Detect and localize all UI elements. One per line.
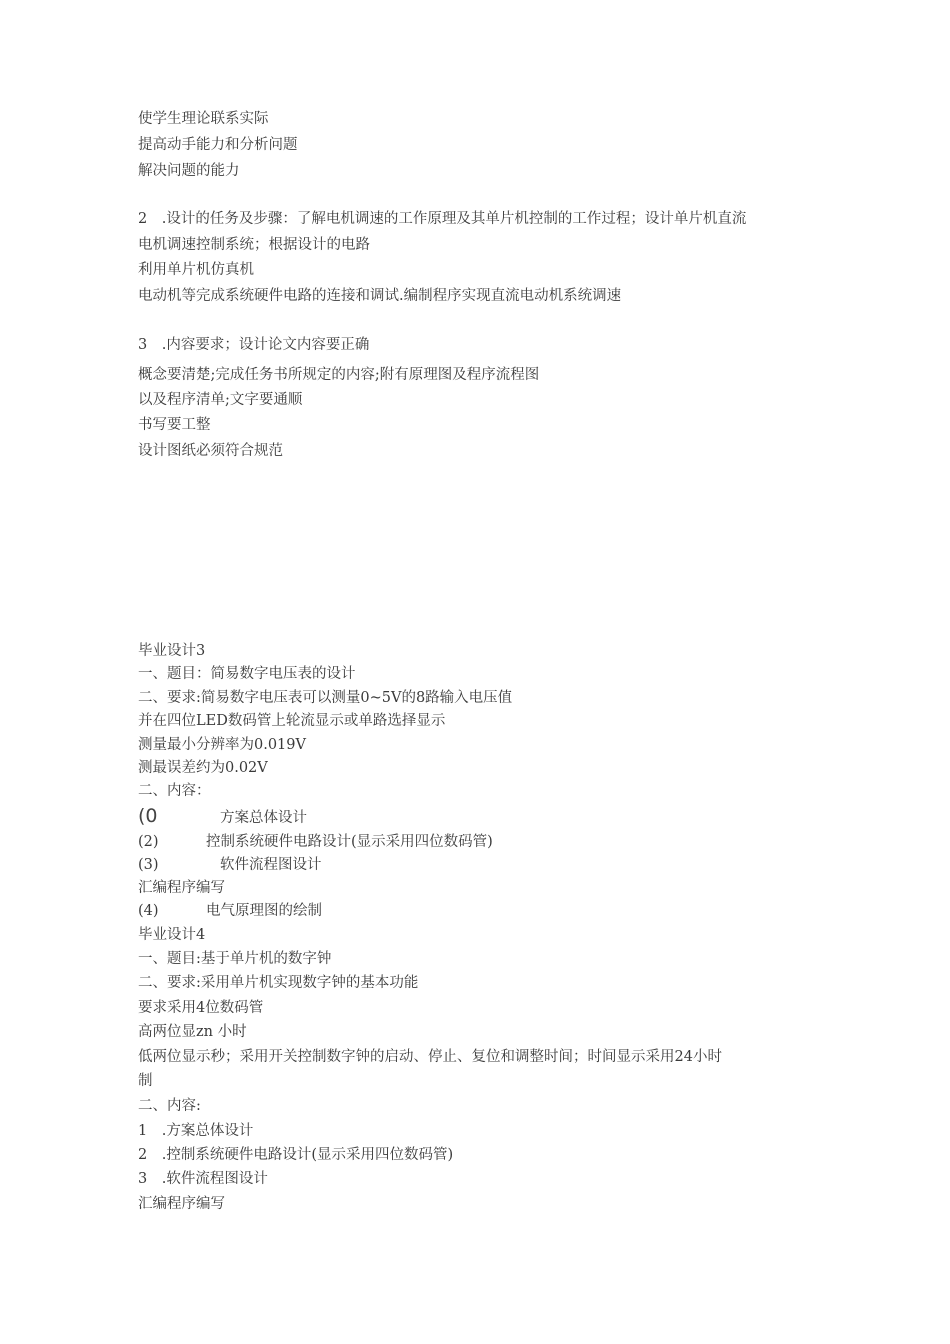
design3-item (138, 832, 493, 852)
task-line-1: 2 .设计的任务及步骤：了解电机调速的工作原理及其单片机控制的工作过程；设计单片机直流 (138, 211, 747, 227)
task-line-2: 电机调速控制系统；根据设计的电路 (138, 237, 370, 253)
design4-topic: 一、题目:基于单片机的数字钟 (138, 951, 332, 967)
design4-req-1: 二、要求:采用单片机实现数字钟的基本功能 (138, 975, 419, 991)
design3-item (138, 806, 307, 826)
design3-req-3: 测量最小分辨率为0.019V (138, 737, 306, 753)
design3-item (138, 901, 322, 921)
design3-asm: 汇编程序编写 (138, 880, 225, 896)
design3-item-text: 方案总体设计 (220, 810, 307, 826)
design3-topic: 一、题目：简易数字电压表的设计 (138, 666, 356, 682)
design4-req-2: 要求采用4位数码管 (138, 1000, 264, 1016)
design3-item (138, 855, 322, 875)
design3-item-text: 控制系统硬件电路设计(显示采用四位数码管) (206, 834, 493, 850)
design4-req-3-prefix: 高两位显zn (138, 1024, 213, 1040)
content-req-line-2: 概念要清楚;完成任务书所规定的内容;附有原理图及程序流程图 (138, 367, 540, 383)
design3-req-1: 二、要求:简易数字电压表可以测量0~5V的8路输入电压值 (138, 690, 513, 706)
design3-content-label: 二、内容： (138, 783, 211, 799)
intro-line-2: 提高动手能力和分析问题 (138, 137, 298, 153)
design3-req-4: 测最误差约为0.02V (138, 760, 268, 776)
design4-content-label: 二、内容: (138, 1098, 201, 1114)
design4-req-3-suffix: 小时 (217, 1024, 247, 1040)
task-line-4: 电动机等完成系统硬件电路的连接和调试.编制程序实现直流电动机系统调速 (138, 288, 622, 304)
design3-heading: 毕业设计3 (138, 643, 206, 659)
design4-req-5: 制 (138, 1073, 153, 1089)
content-req-line-4: 书写要工整 (138, 417, 211, 433)
design3-item-text: 电气原理图的绘制 (206, 903, 322, 919)
design3-item-number: (0 (138, 805, 158, 827)
intro-line-3: 解决问题的能力 (138, 163, 240, 179)
design4-item-2: 2 .控制系统硬件电路设计(显示采用四位数码管) (138, 1147, 454, 1163)
design4-asm: 汇编程序编写 (138, 1196, 225, 1212)
design3-item-number: (4) (138, 903, 159, 919)
design3-item-text: 软件流程图设计 (220, 857, 322, 873)
task-line-3: 利用单片机仿真机 (138, 262, 254, 278)
content-req-line-5: 设计图纸必须符合规范 (138, 443, 283, 459)
design4-item-1: 1 .方案总体设计 (138, 1123, 254, 1139)
design4-item-3: 3 .软件流程图设计 (138, 1171, 268, 1187)
design3-req-2: 并在四位LED数码管上轮流显示或单路选择显示 (138, 713, 446, 729)
content-req-line-3: 以及程序清单;文字要通顺 (138, 392, 303, 408)
design3-item-number: (3) (138, 857, 159, 873)
design4-req-3 (138, 1022, 247, 1042)
design4-req-4: 低两位显示秒；采用开关控制数字钟的启动、停止、复位和调整时间；时间显示采用24小时 (138, 1049, 722, 1065)
content-req-line-1: 3 .内容要求；设计论文内容要正确 (138, 337, 370, 353)
design3-item-number: (2) (138, 834, 159, 850)
design4-heading: 毕业设计4 (138, 927, 206, 943)
intro-line-1: 使学生理论联系实际 (138, 111, 269, 127)
